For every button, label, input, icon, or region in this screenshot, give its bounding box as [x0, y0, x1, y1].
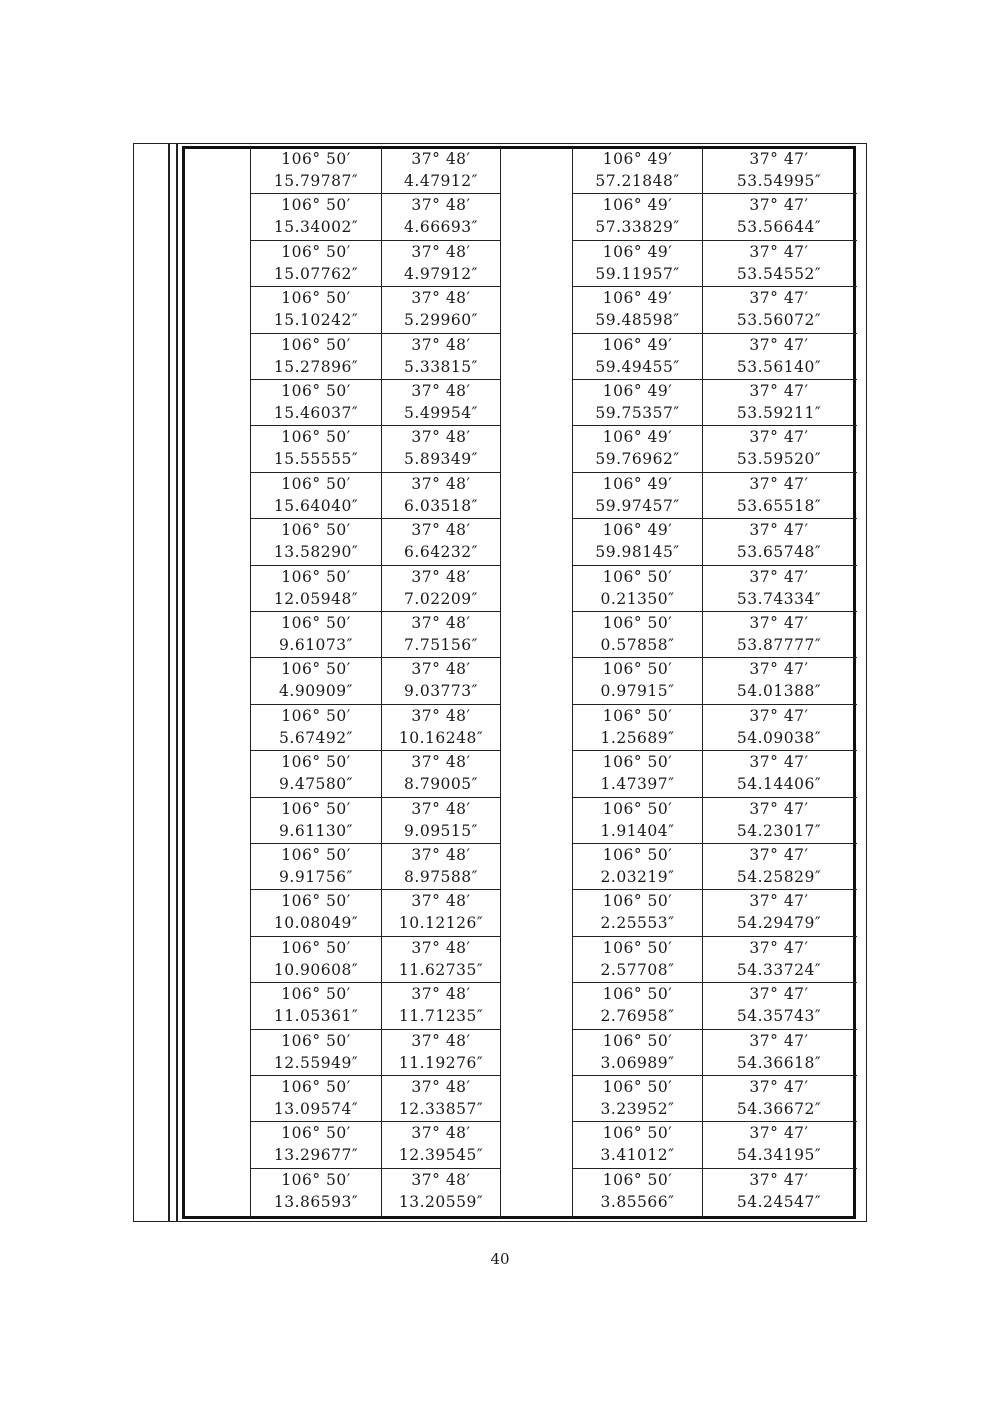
longitude-start-cell	[251, 844, 381, 888]
coordinate-degrees: 106° 50′	[281, 799, 351, 818]
latitude-start-cell	[382, 426, 500, 470]
coordinate-degrees: 37° 47′	[749, 521, 809, 540]
coordinate-seconds: 15.27896″	[273, 357, 359, 376]
coordinate-degrees: 106° 50′	[281, 614, 351, 632]
longitude-end-cell	[573, 1030, 702, 1074]
coordinate-seconds: 59.76962″	[595, 450, 680, 469]
coordinate-seconds: 15.79787″	[273, 172, 359, 190]
coordinate-degrees: 37° 47′	[749, 985, 809, 1004]
coordinate-degrees: 37° 48′	[411, 1170, 471, 1189]
coordinate-degrees: 37° 47′	[749, 335, 809, 354]
latitude-end-cell	[703, 1169, 855, 1213]
longitude-end-cell	[573, 751, 702, 795]
coordinate-seconds: 59.97457″	[595, 496, 680, 515]
coordinate-seconds: 1.91404″	[600, 821, 675, 840]
coordinate-degrees: 106° 50′	[281, 985, 351, 1004]
coordinate-degrees: 37° 47′	[749, 1078, 809, 1096]
coordinate-degrees: 37° 47′	[749, 567, 809, 586]
latitude-end-cell	[703, 519, 855, 563]
coordinate-seconds: 0.21350″	[600, 589, 675, 608]
coordinate-seconds: 15.55555″	[273, 450, 359, 469]
latitude-end-cell	[703, 194, 855, 238]
coordinate-seconds: 11.19276″	[398, 1053, 484, 1072]
coordinate-degrees: 106° 49′	[602, 382, 673, 400]
coordinate-seconds: 11.05361″	[273, 1007, 359, 1026]
coordinate-seconds: 54.09038″	[736, 728, 822, 747]
coordinate-degrees: 37° 47′	[749, 892, 809, 911]
longitude-end-cell	[573, 380, 702, 424]
longitude-end-cell	[573, 241, 702, 285]
longitude-start-cell	[251, 519, 381, 563]
coordinate-seconds: 0.57858″	[600, 636, 675, 654]
coordinate-degrees: 37° 48′	[411, 335, 471, 354]
coordinate-degrees: 106° 50′	[281, 567, 351, 586]
latitude-end-cell	[703, 937, 855, 981]
coordinate-degrees: 37° 48′	[411, 706, 471, 725]
coordinate-degrees: 37° 48′	[411, 242, 471, 261]
coordinate-seconds: 53.65518″	[736, 496, 822, 515]
coordinate-degrees: 37° 47′	[749, 660, 809, 679]
latitude-start-cell	[382, 566, 500, 610]
longitude-start-cell	[251, 148, 381, 192]
longitude-end-cell	[573, 983, 702, 1027]
coordinate-degrees: 106° 50′	[602, 706, 673, 725]
coordinate-seconds: 57.21848″	[595, 172, 680, 190]
coordinate-seconds: 53.56140″	[736, 357, 822, 376]
coordinate-seconds: 3.06989″	[600, 1053, 675, 1072]
latitude-end-cell	[703, 566, 855, 610]
coordinate-seconds: 53.65748″	[736, 543, 822, 562]
longitude-end-cell	[573, 705, 702, 749]
coordinate-seconds: 53.87777″	[736, 636, 822, 654]
coordinate-degrees: 37° 48′	[411, 985, 471, 1004]
coordinate-degrees: 37° 47′	[749, 614, 809, 632]
coordinate-seconds: 15.46037″	[273, 404, 359, 422]
longitude-end-cell	[573, 937, 702, 981]
coordinate-seconds: 13.20559″	[398, 1192, 484, 1211]
coordinate-seconds: 15.34002″	[273, 218, 359, 237]
coordinate-degrees: 37° 48′	[411, 196, 471, 215]
coordinate-degrees: 37° 48′	[411, 289, 471, 308]
latitude-end-cell	[703, 334, 855, 378]
longitude-start-cell	[251, 798, 381, 842]
coordinate-seconds: 12.33857″	[398, 1100, 484, 1118]
coordinate-seconds: 10.08049″	[273, 914, 359, 933]
longitude-start-cell	[251, 473, 381, 517]
coordinate-seconds: 3.85566″	[600, 1192, 675, 1211]
longitude-end-cell	[573, 890, 702, 934]
coordinate-degrees: 37° 47′	[749, 1124, 809, 1143]
coordinate-seconds: 13.86593″	[273, 1192, 359, 1211]
longitude-end-cell	[573, 194, 702, 238]
coordinate-seconds: 7.02209″	[404, 589, 478, 608]
latitude-end-cell	[703, 148, 855, 192]
coordinate-degrees: 37° 47′	[749, 1170, 809, 1189]
coordinate-degrees: 37° 48′	[411, 567, 471, 586]
latitude-start-cell	[382, 194, 500, 238]
coordinate-degrees: 106° 49′	[602, 196, 673, 215]
longitude-start-cell	[251, 658, 381, 702]
coordinate-seconds: 53.54995″	[736, 172, 822, 190]
longitude-end-cell	[573, 334, 702, 378]
coordinate-degrees: 106° 50′	[281, 1124, 351, 1143]
coordinate-degrees: 106° 49′	[602, 242, 673, 261]
coordinate-seconds: 11.62735″	[398, 960, 484, 979]
latitude-end-cell	[703, 380, 855, 424]
coordinate-degrees: 106° 50′	[281, 706, 351, 725]
coordinate-degrees: 106° 50′	[281, 521, 351, 540]
coordinate-degrees: 37° 48′	[411, 150, 471, 168]
coordinate-seconds: 59.48598″	[595, 311, 680, 330]
latitude-start-cell	[382, 334, 500, 378]
longitude-start-cell	[251, 380, 381, 424]
latitude-start-cell	[382, 983, 500, 1027]
coordinate-seconds: 9.91756″	[279, 868, 353, 886]
latitude-end-cell	[703, 1122, 855, 1166]
latitude-start-cell	[382, 519, 500, 563]
coordinate-degrees: 106° 50′	[281, 660, 351, 679]
coordinate-seconds: 54.29479″	[736, 914, 822, 933]
coordinate-seconds: 54.24547″	[736, 1192, 822, 1211]
coordinate-degrees: 37° 48′	[411, 846, 471, 864]
coordinate-seconds: 59.49455″	[595, 357, 680, 376]
longitude-end-cell	[573, 1122, 702, 1166]
coordinate-degrees: 106° 50′	[602, 1124, 673, 1143]
coordinate-seconds: 53.56072″	[736, 311, 822, 330]
latitude-start-cell	[382, 1169, 500, 1213]
coordinate-degrees: 106° 49′	[602, 474, 673, 493]
coordinate-seconds: 53.59520″	[736, 450, 822, 469]
coordinate-degrees: 106° 50′	[281, 150, 351, 168]
coordinate-degrees: 106° 50′	[281, 1078, 351, 1096]
latitude-start-cell	[382, 658, 500, 702]
longitude-end-cell	[573, 798, 702, 842]
latitude-start-cell	[382, 612, 500, 656]
longitude-start-cell	[251, 1122, 381, 1166]
latitude-start-cell	[382, 148, 500, 192]
longitude-start-cell	[251, 705, 381, 749]
coordinate-seconds: 5.33815″	[404, 357, 478, 376]
coordinate-degrees: 37° 47′	[749, 242, 809, 261]
coordinate-seconds: 4.97912″	[404, 264, 478, 283]
coordinate-seconds: 15.10242″	[273, 311, 359, 330]
coordinate-seconds: 2.03219″	[600, 868, 675, 886]
coordinate-degrees: 37° 48′	[411, 474, 471, 493]
coordinate-degrees: 37° 47′	[749, 706, 809, 725]
latitude-start-cell	[382, 705, 500, 749]
table-column-rule	[168, 143, 170, 1222]
longitude-start-cell	[251, 1030, 381, 1074]
coordinate-degrees: 106° 50′	[602, 938, 673, 957]
coordinate-seconds: 2.57708″	[600, 960, 675, 979]
coordinate-seconds: 13.58290″	[273, 543, 359, 562]
coordinate-degrees: 106° 49′	[602, 335, 673, 354]
latitude-end-cell	[703, 983, 855, 1027]
coordinate-degrees: 37° 48′	[411, 938, 471, 957]
coordinate-seconds: 54.36672″	[736, 1100, 822, 1118]
coordinate-degrees: 37° 47′	[749, 846, 809, 864]
latitude-start-cell	[382, 1122, 500, 1166]
coordinate-degrees: 37° 48′	[411, 1031, 471, 1050]
coordinate-degrees: 37° 48′	[411, 753, 471, 772]
coordinate-degrees: 106° 50′	[281, 196, 351, 215]
latitude-start-cell	[382, 1076, 500, 1120]
latitude-end-cell	[703, 287, 855, 331]
latitude-end-cell	[703, 1076, 855, 1120]
longitude-end-cell	[573, 612, 702, 656]
coordinate-degrees: 37° 48′	[411, 799, 471, 818]
coordinate-degrees: 37° 48′	[411, 1124, 471, 1143]
coordinate-degrees: 37° 48′	[411, 660, 471, 679]
coordinate-seconds: 54.23017″	[736, 821, 822, 840]
coordinate-seconds: 54.36618″	[736, 1053, 822, 1072]
coordinate-seconds: 4.47912″	[404, 172, 478, 190]
longitude-start-cell	[251, 241, 381, 285]
coordinate-seconds: 5.89349″	[404, 450, 478, 469]
coordinate-seconds: 9.61073″	[279, 636, 353, 654]
longitude-end-cell	[573, 1076, 702, 1120]
coordinate-seconds: 53.59211″	[736, 404, 822, 422]
coordinate-seconds: 15.64040″	[273, 496, 359, 515]
coordinate-seconds: 4.66693″	[404, 218, 478, 237]
coordinate-degrees: 106° 50′	[602, 753, 673, 772]
coordinate-degrees: 106° 50′	[602, 985, 673, 1004]
coordinate-seconds: 8.79005″	[404, 775, 478, 794]
coordinate-degrees: 106° 50′	[281, 938, 351, 957]
coordinate-seconds: 54.14406″	[736, 775, 822, 794]
latitude-end-cell	[703, 798, 855, 842]
coordinate-degrees: 37° 47′	[749, 938, 809, 957]
coordinate-seconds: 5.29960″	[404, 311, 478, 330]
coordinate-seconds: 10.90608″	[273, 960, 359, 979]
longitude-end-cell	[573, 658, 702, 702]
coordinate-degrees: 106° 49′	[602, 428, 673, 447]
coordinate-degrees: 106° 50′	[281, 846, 351, 864]
longitude-start-cell	[251, 426, 381, 470]
coordinate-degrees: 106° 50′	[602, 1078, 673, 1096]
coordinate-seconds: 4.90909″	[279, 682, 353, 701]
coordinate-degrees: 37° 47′	[749, 799, 809, 818]
latitude-end-cell	[703, 473, 855, 517]
latitude-end-cell	[703, 1030, 855, 1074]
longitude-start-cell	[251, 287, 381, 331]
latitude-end-cell	[703, 658, 855, 702]
longitude-start-cell	[251, 890, 381, 934]
latitude-end-cell	[703, 751, 855, 795]
coordinate-degrees: 106° 50′	[281, 289, 351, 308]
coordinate-degrees: 106° 50′	[281, 1170, 351, 1189]
latitude-end-cell	[703, 241, 855, 285]
coordinate-seconds: 53.54552″	[736, 264, 822, 283]
latitude-start-cell	[382, 751, 500, 795]
coordinate-seconds: 54.25829″	[736, 868, 822, 886]
coordinate-seconds: 15.07762″	[273, 264, 359, 283]
longitude-start-cell	[251, 1076, 381, 1120]
latitude-end-cell	[703, 705, 855, 749]
coordinate-degrees: 106° 49′	[602, 289, 673, 308]
longitude-start-cell	[251, 1169, 381, 1213]
coordinate-seconds: 2.25553″	[600, 914, 675, 933]
coordinate-seconds: 8.97588″	[404, 868, 478, 886]
coordinate-degrees: 37° 48′	[411, 1078, 471, 1096]
table-column-rule	[176, 143, 178, 1222]
page-number: 40	[490, 1250, 510, 1268]
longitude-end-cell	[573, 566, 702, 610]
latitude-start-cell	[382, 1030, 500, 1074]
coordinate-degrees: 106° 50′	[602, 660, 673, 679]
coordinate-degrees: 37° 47′	[749, 1031, 809, 1050]
longitude-start-cell	[251, 751, 381, 795]
coordinate-seconds: 5.67492″	[279, 728, 353, 747]
coordinate-seconds: 3.41012″	[600, 1146, 675, 1165]
coordinate-seconds: 6.64232″	[404, 543, 478, 562]
coordinate-seconds: 2.76958″	[600, 1007, 675, 1026]
coordinate-degrees: 37° 47′	[749, 428, 809, 447]
longitude-end-cell	[573, 148, 702, 192]
coordinate-seconds: 53.74334″	[736, 589, 822, 608]
coordinate-degrees: 37° 47′	[749, 474, 809, 493]
longitude-end-cell	[573, 1169, 702, 1213]
longitude-start-cell	[251, 612, 381, 656]
coordinate-degrees: 37° 48′	[411, 521, 471, 540]
coordinate-seconds: 9.03773″	[404, 682, 478, 701]
coordinate-degrees: 106° 50′	[281, 335, 351, 354]
coordinate-seconds: 54.01388″	[736, 682, 822, 701]
coordinate-degrees: 106° 50′	[602, 1170, 673, 1189]
coordinate-degrees: 37° 48′	[411, 382, 471, 400]
latitude-start-cell	[382, 844, 500, 888]
coordinate-seconds: 53.56644″	[736, 218, 822, 237]
coordinate-seconds: 13.09574″	[273, 1100, 359, 1118]
latitude-end-cell	[703, 890, 855, 934]
coordinate-seconds: 59.11957″	[595, 264, 680, 283]
coordinate-degrees: 106° 50′	[281, 892, 351, 911]
table-column-rule	[500, 147, 501, 1218]
coordinate-seconds: 13.29677″	[273, 1146, 359, 1165]
longitude-end-cell	[573, 426, 702, 470]
coordinate-seconds: 59.75357″	[595, 404, 680, 422]
longitude-start-cell	[251, 194, 381, 238]
longitude-end-cell	[573, 287, 702, 331]
latitude-end-cell	[703, 426, 855, 470]
longitude-end-cell	[573, 519, 702, 563]
coordinate-degrees: 37° 48′	[411, 428, 471, 447]
coordinate-degrees: 37° 47′	[749, 753, 809, 772]
longitude-end-cell	[573, 844, 702, 888]
latitude-start-cell	[382, 798, 500, 842]
coordinate-degrees: 106° 50′	[281, 1031, 351, 1050]
coordinate-degrees: 106° 50′	[281, 753, 351, 772]
coordinate-seconds: 54.34195″	[736, 1146, 822, 1165]
latitude-start-cell	[382, 287, 500, 331]
coordinate-seconds: 11.71235″	[398, 1007, 484, 1026]
coordinate-seconds: 0.97915″	[600, 682, 675, 701]
latitude-start-cell	[382, 380, 500, 424]
coordinate-degrees: 37° 48′	[411, 892, 471, 911]
coordinate-seconds: 1.47397″	[600, 775, 675, 794]
coordinate-degrees: 106° 50′	[602, 846, 673, 864]
coordinate-seconds: 3.23952″	[600, 1100, 675, 1118]
coordinate-seconds: 10.16248″	[398, 728, 484, 747]
coordinate-seconds: 6.03518″	[404, 496, 478, 515]
longitude-end-cell	[573, 473, 702, 517]
coordinate-degrees: 106° 50′	[281, 382, 351, 400]
latitude-end-cell	[703, 612, 855, 656]
coordinate-seconds: 10.12126″	[398, 914, 484, 933]
coordinate-degrees: 37° 47′	[749, 150, 809, 168]
coordinate-seconds: 12.05948″	[273, 589, 359, 608]
coordinate-seconds: 57.33829″	[595, 218, 680, 237]
latitude-start-cell	[382, 241, 500, 285]
coordinate-degrees: 106° 49′	[602, 150, 673, 168]
coordinate-degrees: 37° 48′	[411, 614, 471, 632]
coordinate-seconds: 9.61130″	[279, 821, 353, 840]
coordinate-degrees: 106° 50′	[602, 567, 673, 586]
coordinate-degrees: 106° 50′	[281, 474, 351, 493]
coordinate-degrees: 37° 47′	[749, 382, 809, 400]
coordinate-degrees: 106° 50′	[281, 428, 351, 447]
coordinate-degrees: 106° 50′	[602, 892, 673, 911]
coordinate-seconds: 7.75156″	[404, 636, 478, 654]
longitude-start-cell	[251, 937, 381, 981]
coordinate-seconds: 1.25689″	[600, 728, 675, 747]
coordinate-seconds: 5.49954″	[404, 404, 478, 422]
coordinate-degrees: 106° 50′	[602, 614, 673, 632]
coordinate-degrees: 106° 50′	[602, 1031, 673, 1050]
longitude-start-cell	[251, 983, 381, 1027]
coordinate-seconds: 54.33724″	[736, 960, 822, 979]
longitude-start-cell	[251, 566, 381, 610]
latitude-end-cell	[703, 844, 855, 888]
coordinate-seconds: 12.55949″	[273, 1053, 359, 1072]
latitude-start-cell	[382, 473, 500, 517]
coordinate-degrees: 106° 50′	[602, 799, 673, 818]
latitude-start-cell	[382, 937, 500, 981]
coordinate-seconds: 59.98145″	[595, 543, 680, 562]
latitude-start-cell	[382, 890, 500, 934]
coordinate-seconds: 12.39545″	[398, 1146, 484, 1165]
coordinate-degrees: 37° 47′	[749, 196, 809, 215]
coordinate-degrees: 106° 50′	[281, 242, 351, 261]
coordinate-degrees: 106° 49′	[602, 521, 673, 540]
longitude-start-cell	[251, 334, 381, 378]
coordinate-seconds: 9.47580″	[279, 775, 353, 794]
coordinate-seconds: 54.35743″	[736, 1007, 822, 1026]
coordinate-degrees: 37° 47′	[749, 289, 809, 308]
coordinate-seconds: 9.09515″	[404, 821, 478, 840]
